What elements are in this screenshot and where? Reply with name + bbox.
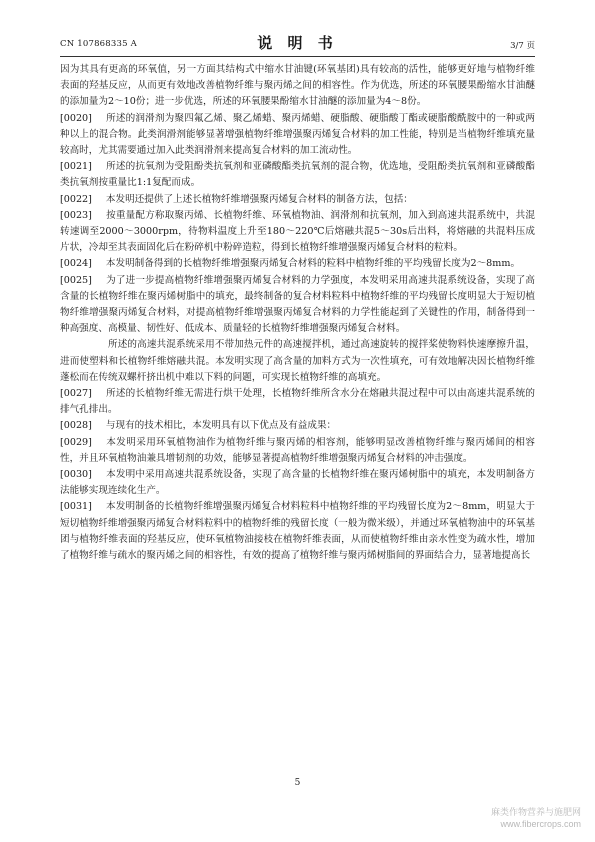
paragraph-0029 [60,435,535,467]
paragraph-number: [0027] [60,388,92,400]
page-number: 5 [294,778,301,788]
paragraph-0023 [60,208,535,257]
paragraph-text: 本发明制备的长植物纤维增强聚丙烯复合材料粒料中植物纤维的平均残留长度为2～8mm，明显大于短切植物纤维增强聚丙烯复合材料粒料中的植物纤维的残留长度（一般为微米级），并通过环氧植物油中的环氧基团与植物纤维表面的羟基反应，使环氧植物油接枝在植物纤维表面，从而使植物纤维由亲水性变为疏水性，增加了植物纤维与疏水的聚丙烯之间的相容性，有效的提高了植物纤维与聚丙烯树脂间的界面结合力，显著地提高长 [60,501,535,562]
paragraph-text: 所述的抗氧剂为受阻酚类抗氧剂和亚磷酸酯类抗氧剂的混合物，优选地，受阻酚类抗氧剂和亚磷酸酯类抗氧剂按重量比1:1复配而成。 [60,161,535,189]
paragraph-0024 [60,256,535,272]
paragraph-number: [0023] [60,209,92,221]
paragraph-text: 所述的长植物纤维无需进行烘干处理，长植物纤维所含水分在熔融共混过程中可以由高速共混系统的排气孔排出。 [60,388,535,416]
paragraph-text: 按重量配方称取聚丙烯、长植物纤维、环氧植物油、润滑剂和抗氧剂，加入到高速共混系统中，共混转速调至2000～3000rpm，待物料温度上升至180～220℃后熔融共混5～30s后出料，将熔融的共混料压成片状，冷却至其表面固化后在粉碎机中粉碎造粒，得到长植物纤维增强聚丙烯复合材料的粒料。 [60,209,535,254]
document-title: 说 明 书 [257,34,338,52]
paragraph-number: [0020] [60,112,92,124]
paragraph-number: [0031] [60,501,92,513]
paragraph-0030 [60,467,535,499]
watermark-site-name: 麻类作物营养与施肥网 [490,807,581,817]
paragraph-0020 [60,111,535,160]
paragraph-number: [0028] [60,420,92,432]
paragraph-0031 [60,499,535,564]
paragraph-unnumbered [60,337,535,386]
paragraph-text: 本发明还提供了上述长植物纤维增强聚丙烯复合材料的制备方法，包括： [105,193,413,205]
page-indicator: 3/7 页 [510,41,535,51]
paragraph-number: [0029] [60,436,92,448]
paragraph-text: 所述的高速共混系统采用不带加热元件的高速搅拌机，通过高速旋转的搅拌桨使物料快速摩擦升温，进而使塑料和长植物纤维熔融共混。本发明实现了高含量的加料方式为一次性填充，可有效地解决因长植物纤维蓬松而在传统双螺杆挤出机中难以下料的问题，可实现长植物纤维的高填充。 [60,339,535,383]
paragraph-continuation [60,62,535,111]
header-divider [60,56,535,57]
site-watermark [491,806,581,830]
paragraph-text: 本发明中采用高速共混系统设备，实现了高含量的长植物纤维在聚丙烯树脂中的填充，本发明制备方法能够实现连续化生产。 [60,469,535,497]
paragraph-number: [0025] [60,274,92,286]
paragraph-number: [0030] [60,469,92,481]
paragraph-text: 本发明采用环氧植物油作为植物纤维与聚丙烯的相容剂，能够明显改善植物纤维与聚丙烯间的相容性，并且环氧植物油兼具增韧剂的功效，能够显著提高植物纤维增强聚丙烯复合材料的冲击强度。 [60,436,535,464]
paragraph-text: 为了进一步提高植物纤维增强聚丙烯复合材料的力学强度，本发明采用高速共混系统设备，实现了高含量的长植物纤维在聚丙烯树脂中的填充，最终制备的复合材料粒料中植物纤维的平均残留长度明显大于短切植物纤维增强聚丙烯复合材料，对提高植物纤维增强聚丙烯复合材料的力学性能起到了关键性的作用，制备得到一种高强度、高模量、韧性好、低成本、质量轻的长植物纤维增强聚丙烯复合材料。 [60,274,535,335]
paragraph-number: [0021] [60,161,92,173]
paragraph-0028 [60,418,535,434]
document-body [60,62,535,564]
watermark-url: www.fibercrops.com [500,819,581,829]
patent-number: CN 107868335 A [60,39,137,49]
paragraph-0025 [60,273,535,338]
paragraph-text: 因为其具有更高的环氧值，另一方面其结构式中缩水甘油键(环氧基团)具有较高的活性，能够更好地与植物纤维表面的羟基反应，从而更有效地改善植物纤维与聚丙烯之间的相容性。作为优选，所述的环氧腰果酚缩水甘油醚的添加量为2～10份；进一步优选，所述的环氧腰果酚缩水甘油醚的添加量为4～8份。 [60,64,535,108]
page-header [60,30,535,54]
paragraph-number: [0024] [60,258,92,270]
paragraph-0021 [60,159,535,191]
paragraph-0022 [60,192,535,208]
paragraph-number: [0022] [60,193,92,205]
paragraph-text: 本发明制备得到的长植物纤维增强聚丙烯复合材料的粒料中植物纤维的平均残留长度为2～8mm。 [105,258,521,270]
paragraph-text: 与现有的技术相比，本发明具有以下优点及有益成果： [105,420,337,432]
paragraph-text: 所述的润滑剂为聚四氟乙烯、聚乙烯蜡、聚丙烯蜡、硬脂酸、硬脂酸丁酯或硬脂酸酰胺中的一种或两种以上的混合物。此类润滑剂能够显著增强植物纤维增强聚丙烯复合材料的加工性能，特别是当植物纤维填充量较高时，尤其需要通过加入此类润滑剂来提高复合材料的加工流动性。 [60,112,535,157]
paragraph-0027 [60,386,535,418]
